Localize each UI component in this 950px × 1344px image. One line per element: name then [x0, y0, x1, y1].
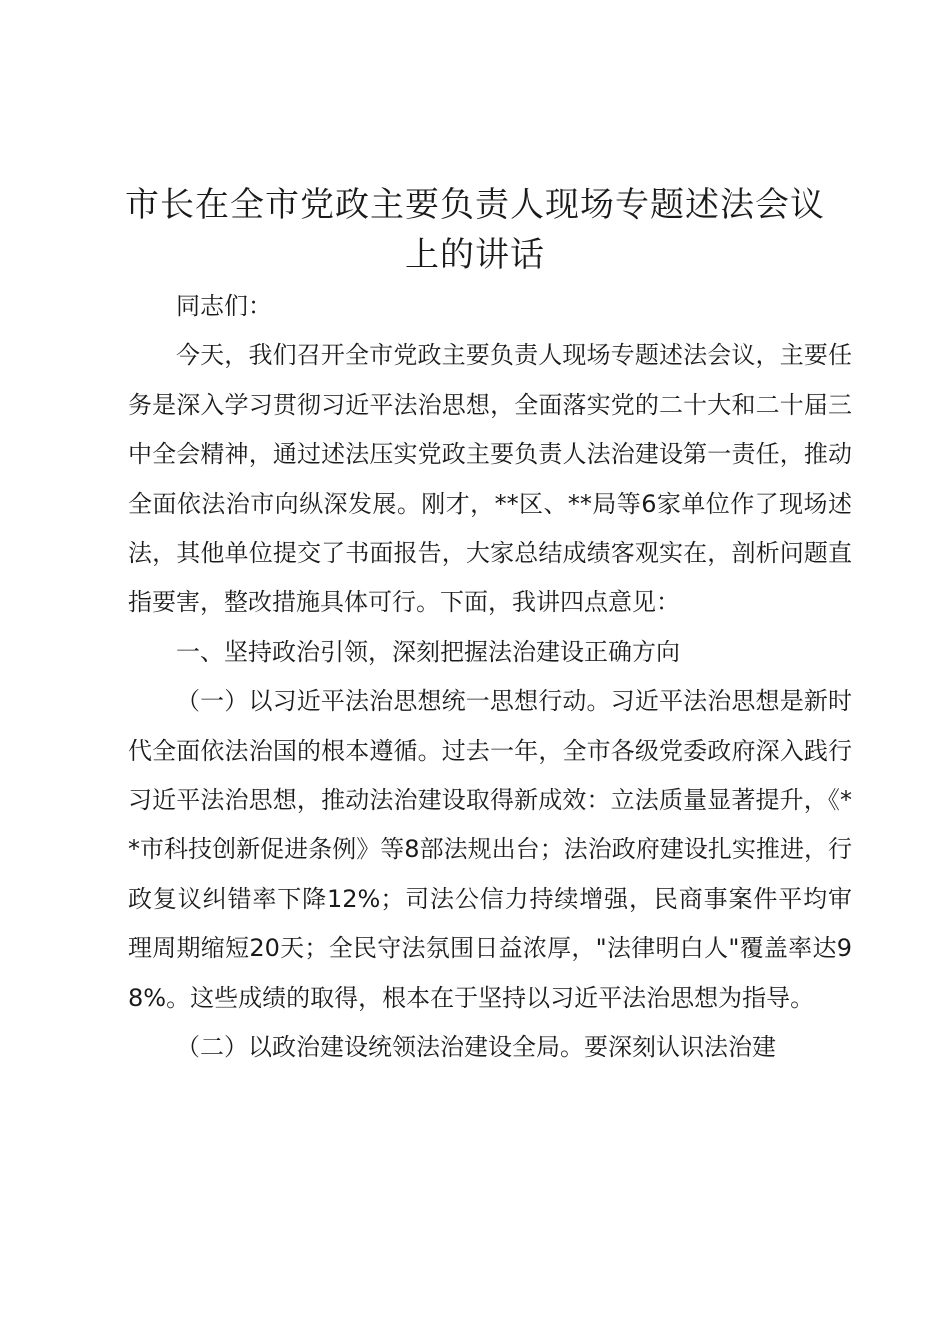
paragraph-subsection-2: （二）以政治建设统领法治建设全局。要深刻认识法治建: [176, 1033, 776, 1062]
paragraph-intro: 今天，我们召开全市党政主要负责人现场专题述法会议，主要任务是深入学习贯彻习近平法治思想，全面落实党的二十大和二十届三中全会精神，通过述法压实党政主要负责人法治建设第一责任，推动全面依法治市向纵深发展。刚才，**区、**局等6家单位作了现场述法，其他单位提交了书面报告，大家总结成绩客观实在，剖析问题直指要害，整改措施具体可行。下面，我讲四点意见：: [128, 341, 852, 617]
paragraph-subsection-1: （一）以习近平法治思想统一思想行动。习近平法治思想是新时代全面依法治国的根本遵循。过去一年，全市各级党委政府深入践行习近平法治思想，推动法治建设取得新成效：立法质量显著提升，《**市科技创新促进条例》等8部法规出台；法治政府建设扎实推进，行政复议纠错率下降12%；司法公信力持续增强，民商事案件平均审理周期缩短20天；全民守法氛围日益浓厚，"法律明白人"覆盖率达98%。这些成绩的取得，根本在于坚持以习近平法治思想为指导。: [128, 687, 852, 1012]
section-heading-1: 一、坚持政治引领，深刻把握法治建设正确方向: [176, 637, 680, 666]
title-line-2: 上的讲话: [405, 235, 545, 275]
salutation: 同志们：: [176, 292, 272, 320]
document-body: [128, 282, 852, 1073]
document-title: [110, 180, 840, 280]
title-line-1: 市长在全市党政主要负责人现场专题述法会议: [125, 185, 825, 225]
